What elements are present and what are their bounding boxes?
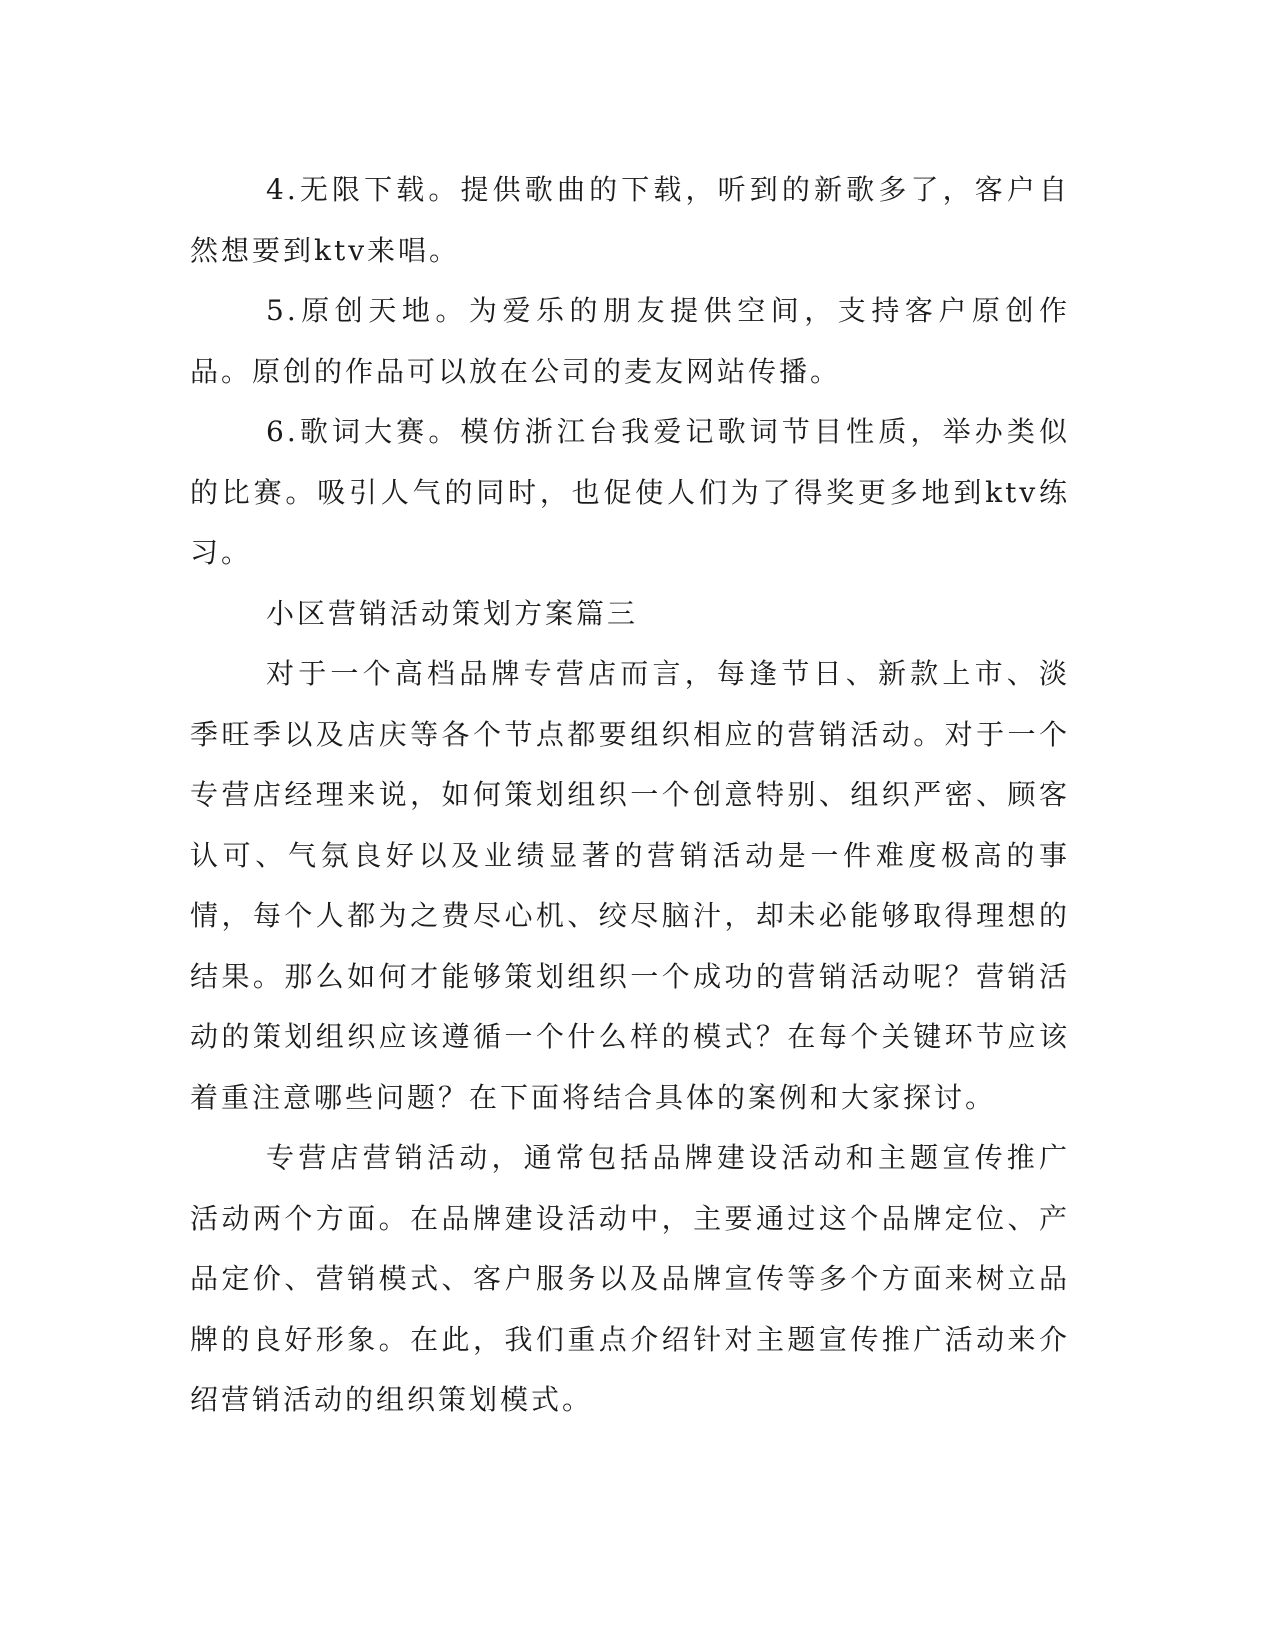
paragraph-body-2: 专营店营销活动，通常包括品牌建设活动和主题宣传推广活动两个方面。在品牌建设活动中，主要通过这个品牌定位、产品定价、营销模式、客户服务以及品牌宣传等多个方面来树立品牌的良好形象。在此，我们重点介绍针对主题宣传推广活动来介绍营销活动的组织策划模式。 <box>190 1141 1070 1416</box>
document-body <box>190 160 1070 1431</box>
paragraph-lyrics-contest: 6.歌词大赛。模仿浙江台我爱记歌词节目性质，举办类似的比赛。吸引人气的同时，也促使人们为了得奖更多地到ktv练习。 <box>190 415 1070 569</box>
paragraph-unlimited-download: 4.无限下载。提供歌曲的下载，听到的新歌多了，客户自然想要到ktv来唱。 <box>190 173 1070 267</box>
paragraph-original-world: 5.原创天地。为爱乐的朋友提供空间，支持客户原创作品。原创的作品可以放在公司的麦友网站传播。 <box>190 294 1070 388</box>
paragraph-body-1: 对于一个高档品牌专营店而言，每逢节日、新款上市、淡季旺季以及店庆等各个节点都要组织相应的营销活动。对于一个专营店经理来说，如何策划组织一个创意特别、组织严密、顾客认可、气氛良好以及业绩显著的营销活动是一件难度极高的事情，每个人都为之费尽心机、绞尽脑汁，却未必能够取得理想的结果。那么如何才能够策划组织一个成功的营销活动呢？营销活动的策划组织应该遵循一个什么样的模式？在每个关键环节应该着重注意哪些问题？在下面将结合具体的案例和大家探讨。 <box>190 657 1070 1114</box>
section-title: 小区营销活动策划方案篇三 <box>266 596 639 630</box>
